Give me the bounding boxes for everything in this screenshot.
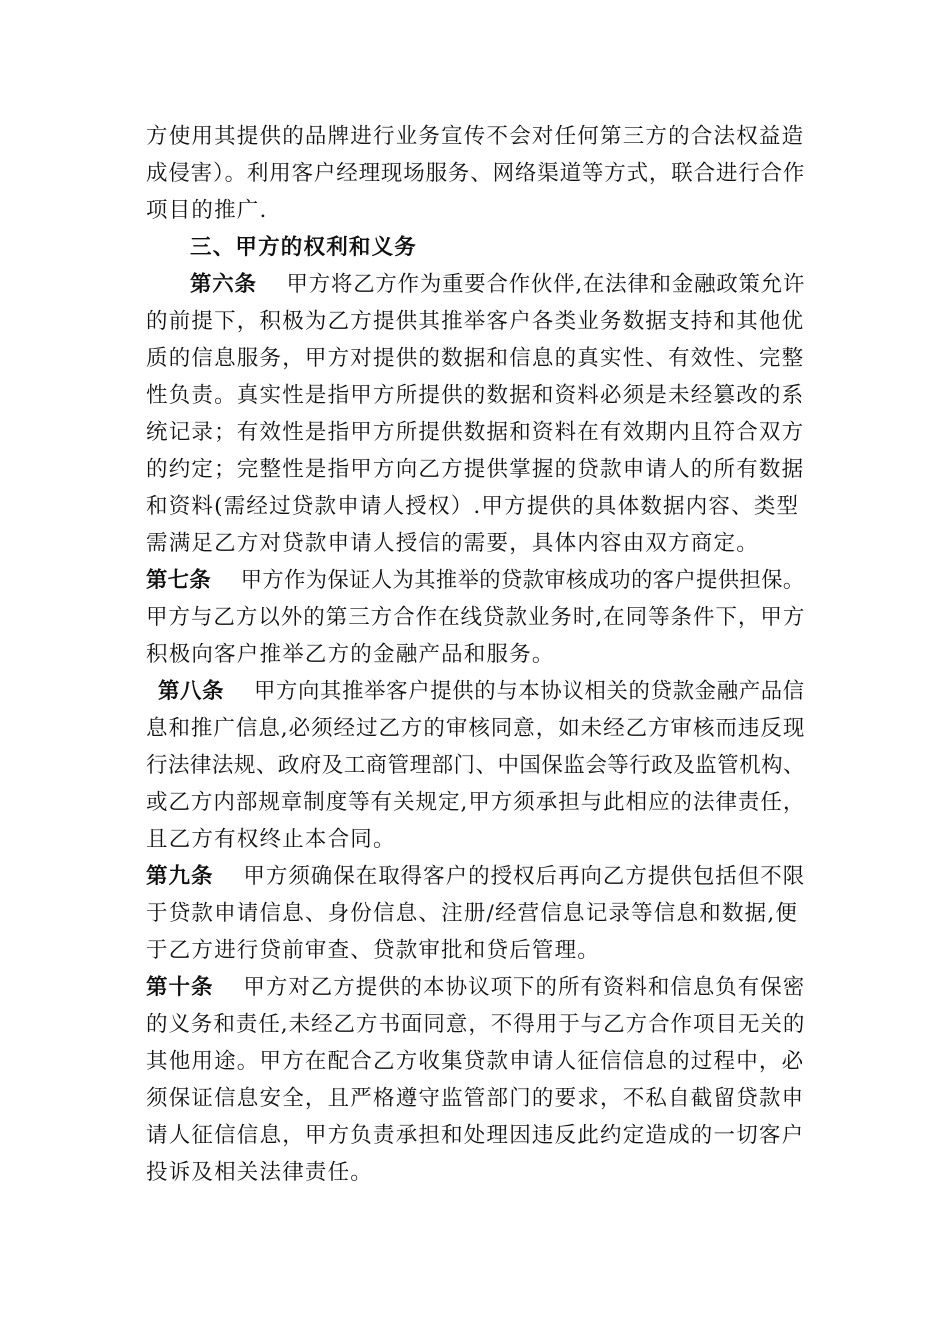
article-text: 甲方对乙方提供的本协议项下的所有资料和信息负有保密	[243, 975, 806, 1000]
text-line: 投诉及相关法律责任。	[146, 1160, 374, 1185]
article-7-label: 第七条	[146, 568, 212, 593]
article-9-label: 第九条	[146, 864, 214, 889]
text-line: 且乙方有权终止本合同。	[146, 827, 396, 852]
text-line: 请人征信信息，甲方负责承担和处理因违反此约定造成的一切客户	[146, 1123, 805, 1148]
text-line: 需满足乙方对贷款申请人授信的需要，具体内容由双方商定。	[146, 531, 759, 556]
text-line: 和资料(需经过贷款申请人授权）.甲方提供的具体数据内容、类型	[146, 494, 800, 519]
text-line: 成侵害）。利用客户经理现场服务、网络渠道等方式，联合进行合作	[146, 161, 806, 186]
text-line: 的前提下，积极为乙方提供其推举客户各类业务数据支持和其他优	[146, 309, 805, 334]
article-10-first-line	[146, 973, 805, 1003]
text-line: 或乙方内部规章制度等有关规定,甲方须承担与此相应的法律责任，	[146, 790, 806, 815]
article-6-first-line	[190, 270, 805, 300]
article-10-label: 第十条	[146, 975, 214, 1000]
text-line: 方使用其提供的品牌进行业务宣传不会对任何第三方的合法权益造	[146, 124, 805, 149]
text-line: 于贷款申请信息、身份信息、注册/经营信息记录等信息和数据,便	[146, 901, 799, 926]
article-text: 甲方须确保在取得客户的授权后再向乙方提供包括但不限	[243, 864, 806, 889]
text-line: 质的信息服务，甲方对提供的数据和信息的真实性、有效性、完整	[146, 346, 805, 371]
text-line: 其他用途。甲方在配合乙方收集贷款申请人征信信息的过程中，必	[146, 1049, 805, 1074]
text-line: 须保证信息安全，且严格遵守监管部门的要求，不私自截留贷款申	[146, 1086, 805, 1111]
article-text: 甲方将乙方作为重要合作伙伴,在法律和金融政策允许	[286, 272, 806, 297]
text-line: 统记录；有效性是指甲方所提供数据和资料在有效期内且符合双方	[146, 420, 805, 445]
article-6-label: 第六条	[190, 272, 257, 297]
text-line: 甲方与乙方以外的第三方合作在线贷款业务时,在同等条件下，甲方	[146, 605, 806, 630]
text-line: 的约定；完整性是指甲方向乙方提供掌握的贷款申请人的所有数据	[146, 457, 805, 482]
article-9-first-line	[146, 862, 805, 892]
article-text: 甲方作为保证人为其推举的贷款审核成功的客户提供担保。	[240, 568, 805, 593]
article-8-first-line	[158, 677, 805, 707]
article-7-first-line	[146, 566, 805, 596]
text-line: 行法律法规、政府及工商管理部门、中国保监会等行政及监管机构、	[146, 753, 806, 778]
text-line: 积极向客户推举乙方的金融产品和服务。	[146, 642, 555, 667]
article-text: 甲方向其推举客户提供的与本协议相关的贷款金融产品信	[253, 679, 805, 704]
text-line: 息和推广信息,必须经过乙方的审核同意，如未经乙方审核而违反现	[146, 716, 806, 741]
text-line: 于乙方进行贷前审查、贷款审批和贷后管理。	[146, 938, 601, 963]
article-8-label: 第八条	[158, 679, 225, 704]
text-line: 项目的推广.	[146, 198, 268, 223]
text-line: 性负责。真实性是指甲方所提供的数据和资料必须是未经篡改的系	[146, 383, 805, 408]
section-heading: 三、甲方的权利和义务	[190, 235, 418, 260]
text-line: 的义务和责任,未经乙方书面同意，不得用于与乙方合作项目无关的	[146, 1012, 806, 1037]
